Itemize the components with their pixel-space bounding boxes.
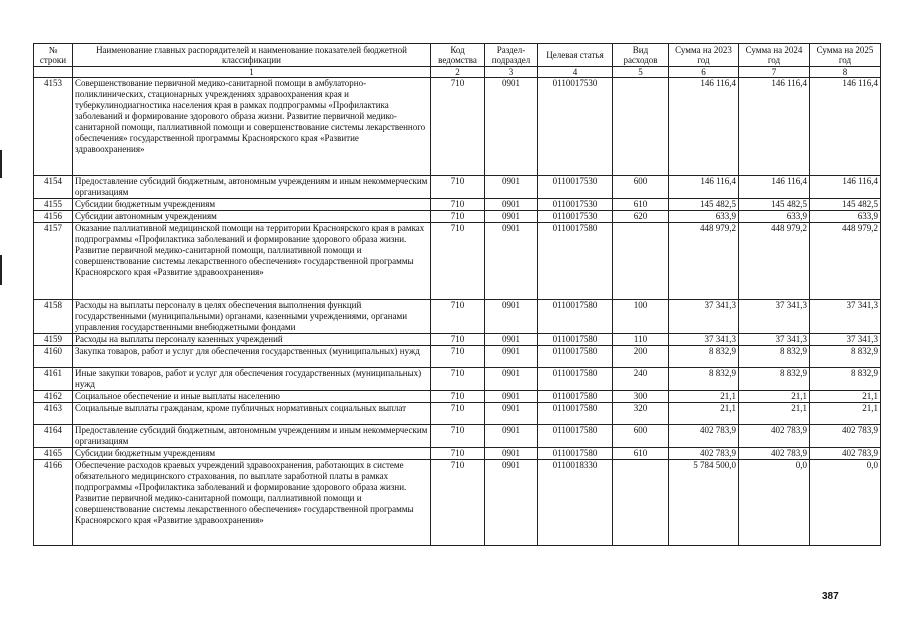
- row-name-cell: Иные закупки товаров, работ и услуг для обеспечения государственных (муниципальных) нужд: [73, 368, 431, 391]
- row-sum-2025-cell: 21,1: [810, 391, 881, 403]
- row-number-cell: 4153: [34, 78, 73, 176]
- row-section-cell: 0901: [485, 176, 538, 199]
- row-dept-cell: 710: [431, 425, 485, 448]
- row-name-cell: Оказание паллиативной медицинской помощи на территории Красноярского края в рамках подпрограммы «Профилактика заболеваний и формирование здорового образа жизни. Развитие первичной медико-санитарной помощи, паллиативной помощи и совершенствование системы лекарственного обеспечения» государственной программы Красноярского края «Развитие здравоохранения»: [73, 223, 431, 300]
- row-sum-2025-cell: 146 116,4: [810, 176, 881, 199]
- table-row: [34, 78, 881, 176]
- column-number: 7: [739, 67, 810, 78]
- row-name-cell: Социальное обеспечение и иные выплаты населению: [73, 391, 431, 403]
- row-name-cell: Расходы на выплаты персоналу казенных учреждений: [73, 334, 431, 346]
- left-margin-mark: [0, 255, 2, 285]
- header-sum-2025: Сумма на 2025 год: [810, 44, 881, 67]
- column-number: 5: [613, 67, 669, 78]
- row-section-cell: 0901: [485, 78, 538, 176]
- row-name-cell: Субсидии бюджетным учреждениям: [73, 199, 431, 211]
- column-number: 1: [73, 67, 431, 78]
- row-section-cell: 0901: [485, 334, 538, 346]
- row-number-cell: 4164: [34, 425, 73, 448]
- row-kind-cell: 200: [613, 346, 669, 368]
- table-row: [34, 346, 881, 368]
- table-row: [34, 448, 881, 460]
- row-dept-cell: 710: [431, 211, 485, 223]
- header-sum-2024: Сумма на 2024 год: [739, 44, 810, 67]
- row-target-cell: 0110017580: [538, 391, 613, 403]
- row-target-cell: 0110017580: [538, 223, 613, 300]
- column-number-row: [34, 67, 881, 78]
- row-name-cell: Закупка товаров, работ и услуг для обеспечения государственных (муниципальных) нужд: [73, 346, 431, 368]
- row-sum-2023-cell: 146 116,4: [669, 176, 739, 199]
- row-sum-2025-cell: 448 979,2: [810, 223, 881, 300]
- row-sum-2024-cell: 8 832,9: [739, 368, 810, 391]
- row-sum-2024-cell: 21,1: [739, 403, 810, 425]
- row-number-cell: 4158: [34, 300, 73, 334]
- row-dept-cell: 710: [431, 223, 485, 300]
- row-number-cell: 4161: [34, 368, 73, 391]
- row-sum-2025-cell: 8 832,9: [810, 346, 881, 368]
- row-number-cell: 4163: [34, 403, 73, 425]
- row-name-cell: Расходы на выплаты персоналу в целях обеспечения выполнения функций государственными (муниципальными) органами, казенными учреждениями, органами управления государственными внебюджетными фондами: [73, 300, 431, 334]
- row-kind-cell: [613, 223, 669, 300]
- row-sum-2025-cell: 402 783,9: [810, 448, 881, 460]
- row-dept-cell: 710: [431, 460, 485, 546]
- row-section-cell: 0901: [485, 223, 538, 300]
- table-row: [34, 211, 881, 223]
- table-row: [34, 223, 881, 300]
- row-kind-cell: 600: [613, 176, 669, 199]
- row-sum-2024-cell: 448 979,2: [739, 223, 810, 300]
- table-row: [34, 460, 881, 546]
- row-sum-2025-cell: 633,9: [810, 211, 881, 223]
- row-name-cell: Предоставление субсидий бюджетным, автономным учреждениям и иным некоммерческим организациям: [73, 425, 431, 448]
- row-section-cell: 0901: [485, 448, 538, 460]
- header-name: Наименование главных распорядителей и наименование показателей бюджетной классификации: [73, 44, 431, 67]
- row-dept-cell: 710: [431, 368, 485, 391]
- row-dept-cell: 710: [431, 176, 485, 199]
- row-sum-2024-cell: 633,9: [739, 211, 810, 223]
- row-sum-2023-cell: 402 783,9: [669, 448, 739, 460]
- row-target-cell: 0110017580: [538, 448, 613, 460]
- row-kind-cell: [613, 78, 669, 176]
- header-section: Раздел-подраздел: [485, 44, 538, 67]
- row-sum-2023-cell: 8 832,9: [669, 368, 739, 391]
- row-number-cell: 4154: [34, 176, 73, 199]
- row-name-cell: Совершенствование первичной медико-санитарной помощи в амбулаторно-поликлинических, стационарных учреждениях здравоохранения края и туберкулинодиагностика населения края в рамках подпрограммы «Профилактика заболеваний и формирование здорового образа жизни. Развитие первичной медико-санитарной помощи, паллиативной помощи и совершенствование системы лекарственного обеспечения» государственной программы Красноярского края «Развитие здравоохранения»: [73, 78, 431, 176]
- row-section-cell: 0901: [485, 300, 538, 334]
- column-number: 3: [485, 67, 538, 78]
- row-target-cell: 0110017580: [538, 368, 613, 391]
- row-sum-2024-cell: 37 341,3: [739, 300, 810, 334]
- budget-table: [33, 43, 881, 546]
- row-sum-2025-cell: 145 482,5: [810, 199, 881, 211]
- table-row: [34, 300, 881, 334]
- table-row: [34, 391, 881, 403]
- row-kind-cell: 320: [613, 403, 669, 425]
- row-sum-2023-cell: 633,9: [669, 211, 739, 223]
- row-name-cell: Обеспечение расходов краевых учреждений здравоохранения, работающих в системе обязательного медицинского страхования, по выплате заработной платы в рамках подпрограммы «Профилактика заболеваний и формирование здорового образа жизни. Развитие первичной медико-санитарной помощи, паллиативной помощи и совершенствование системы лекарственного обеспечения» государственной программы Красноярского края «Развитие здравоохранения»: [73, 460, 431, 546]
- header-row-number: № строки: [34, 44, 73, 67]
- row-sum-2023-cell: 448 979,2: [669, 223, 739, 300]
- row-number-cell: 4165: [34, 448, 73, 460]
- column-number: 4: [538, 67, 613, 78]
- left-margin-mark: [0, 150, 2, 178]
- row-dept-cell: 710: [431, 300, 485, 334]
- row-sum-2023-cell: 402 783,9: [669, 425, 739, 448]
- row-kind-cell: 110: [613, 334, 669, 346]
- row-name-cell: Предоставление субсидий бюджетным, автономным учреждениям и иным некоммерческим организациям: [73, 176, 431, 199]
- row-target-cell: 0110017530: [538, 78, 613, 176]
- row-sum-2023-cell: 37 341,3: [669, 334, 739, 346]
- row-target-cell: 0110017580: [538, 334, 613, 346]
- row-dept-cell: 710: [431, 391, 485, 403]
- row-sum-2023-cell: 146 116,4: [669, 78, 739, 176]
- row-sum-2024-cell: 402 783,9: [739, 448, 810, 460]
- row-target-cell: 0110018330: [538, 460, 613, 546]
- row-sum-2024-cell: 146 116,4: [739, 176, 810, 199]
- row-section-cell: 0901: [485, 460, 538, 546]
- row-number-cell: 4160: [34, 346, 73, 368]
- row-kind-cell: 100: [613, 300, 669, 334]
- row-sum-2024-cell: 146 116,4: [739, 78, 810, 176]
- row-target-cell: 0110017530: [538, 211, 613, 223]
- row-kind-cell: 300: [613, 391, 669, 403]
- row-sum-2023-cell: 5 784 500,0: [669, 460, 739, 546]
- row-section-cell: 0901: [485, 403, 538, 425]
- row-sum-2025-cell: 146 116,4: [810, 78, 881, 176]
- row-sum-2023-cell: 8 832,9: [669, 346, 739, 368]
- row-number-cell: 4156: [34, 211, 73, 223]
- row-kind-cell: 620: [613, 211, 669, 223]
- row-sum-2025-cell: 0,0: [810, 460, 881, 546]
- page-number: 387: [822, 591, 839, 602]
- row-dept-cell: 710: [431, 199, 485, 211]
- column-number: 2: [431, 67, 485, 78]
- row-kind-cell: 240: [613, 368, 669, 391]
- row-kind-cell: [613, 460, 669, 546]
- row-number-cell: 4159: [34, 334, 73, 346]
- column-number: 8: [810, 67, 881, 78]
- row-number-cell: 4157: [34, 223, 73, 300]
- column-number: 6: [669, 67, 739, 78]
- table-row: [34, 334, 881, 346]
- row-dept-cell: 710: [431, 334, 485, 346]
- table-row: [34, 176, 881, 199]
- row-target-cell: 0110017530: [538, 199, 613, 211]
- row-kind-cell: 610: [613, 199, 669, 211]
- header-row: [34, 44, 881, 67]
- row-sum-2023-cell: 21,1: [669, 403, 739, 425]
- header-sum-2023: Сумма на 2023 год: [669, 44, 739, 67]
- row-sum-2025-cell: 37 341,3: [810, 334, 881, 346]
- row-target-cell: 0110017580: [538, 403, 613, 425]
- row-kind-cell: 600: [613, 425, 669, 448]
- row-dept-cell: 710: [431, 403, 485, 425]
- table-row: [34, 425, 881, 448]
- row-sum-2024-cell: 0,0: [739, 460, 810, 546]
- header-dept-code: Код ведомства: [431, 44, 485, 67]
- row-sum-2024-cell: 402 783,9: [739, 425, 810, 448]
- header-target-article: Целевая статья: [538, 44, 613, 67]
- row-target-cell: 0110017530: [538, 176, 613, 199]
- row-sum-2024-cell: 37 341,3: [739, 334, 810, 346]
- row-name-cell: Субсидии автономным учреждениям: [73, 211, 431, 223]
- row-number-cell: 4166: [34, 460, 73, 546]
- row-section-cell: 0901: [485, 346, 538, 368]
- row-sum-2023-cell: 21,1: [669, 391, 739, 403]
- row-sum-2025-cell: 402 783,9: [810, 425, 881, 448]
- row-sum-2025-cell: 8 832,9: [810, 368, 881, 391]
- row-dept-cell: 710: [431, 448, 485, 460]
- row-target-cell: 0110017580: [538, 300, 613, 334]
- row-name-cell: Социальные выплаты гражданам, кроме публичных нормативных социальных выплат: [73, 403, 431, 425]
- row-dept-cell: 710: [431, 78, 485, 176]
- row-sum-2024-cell: 145 482,5: [739, 199, 810, 211]
- row-number-cell: 4155: [34, 199, 73, 211]
- row-section-cell: 0901: [485, 391, 538, 403]
- row-section-cell: 0901: [485, 199, 538, 211]
- row-name-cell: Субсидии бюджетным учреждениям: [73, 448, 431, 460]
- row-sum-2024-cell: 8 832,9: [739, 346, 810, 368]
- row-sum-2025-cell: 37 341,3: [810, 300, 881, 334]
- table-row: [34, 403, 881, 425]
- row-section-cell: 0901: [485, 425, 538, 448]
- row-target-cell: 0110017580: [538, 425, 613, 448]
- header-expense-kind: Вид расходов: [613, 44, 669, 67]
- table-row: [34, 199, 881, 211]
- row-section-cell: 0901: [485, 211, 538, 223]
- row-number-cell: 4162: [34, 391, 73, 403]
- table-row: [34, 368, 881, 391]
- row-sum-2025-cell: 21,1: [810, 403, 881, 425]
- row-sum-2023-cell: 37 341,3: [669, 300, 739, 334]
- row-dept-cell: 710: [431, 346, 485, 368]
- row-sum-2024-cell: 21,1: [739, 391, 810, 403]
- row-kind-cell: 610: [613, 448, 669, 460]
- row-target-cell: 0110017580: [538, 346, 613, 368]
- row-section-cell: 0901: [485, 368, 538, 391]
- row-sum-2023-cell: 145 482,5: [669, 199, 739, 211]
